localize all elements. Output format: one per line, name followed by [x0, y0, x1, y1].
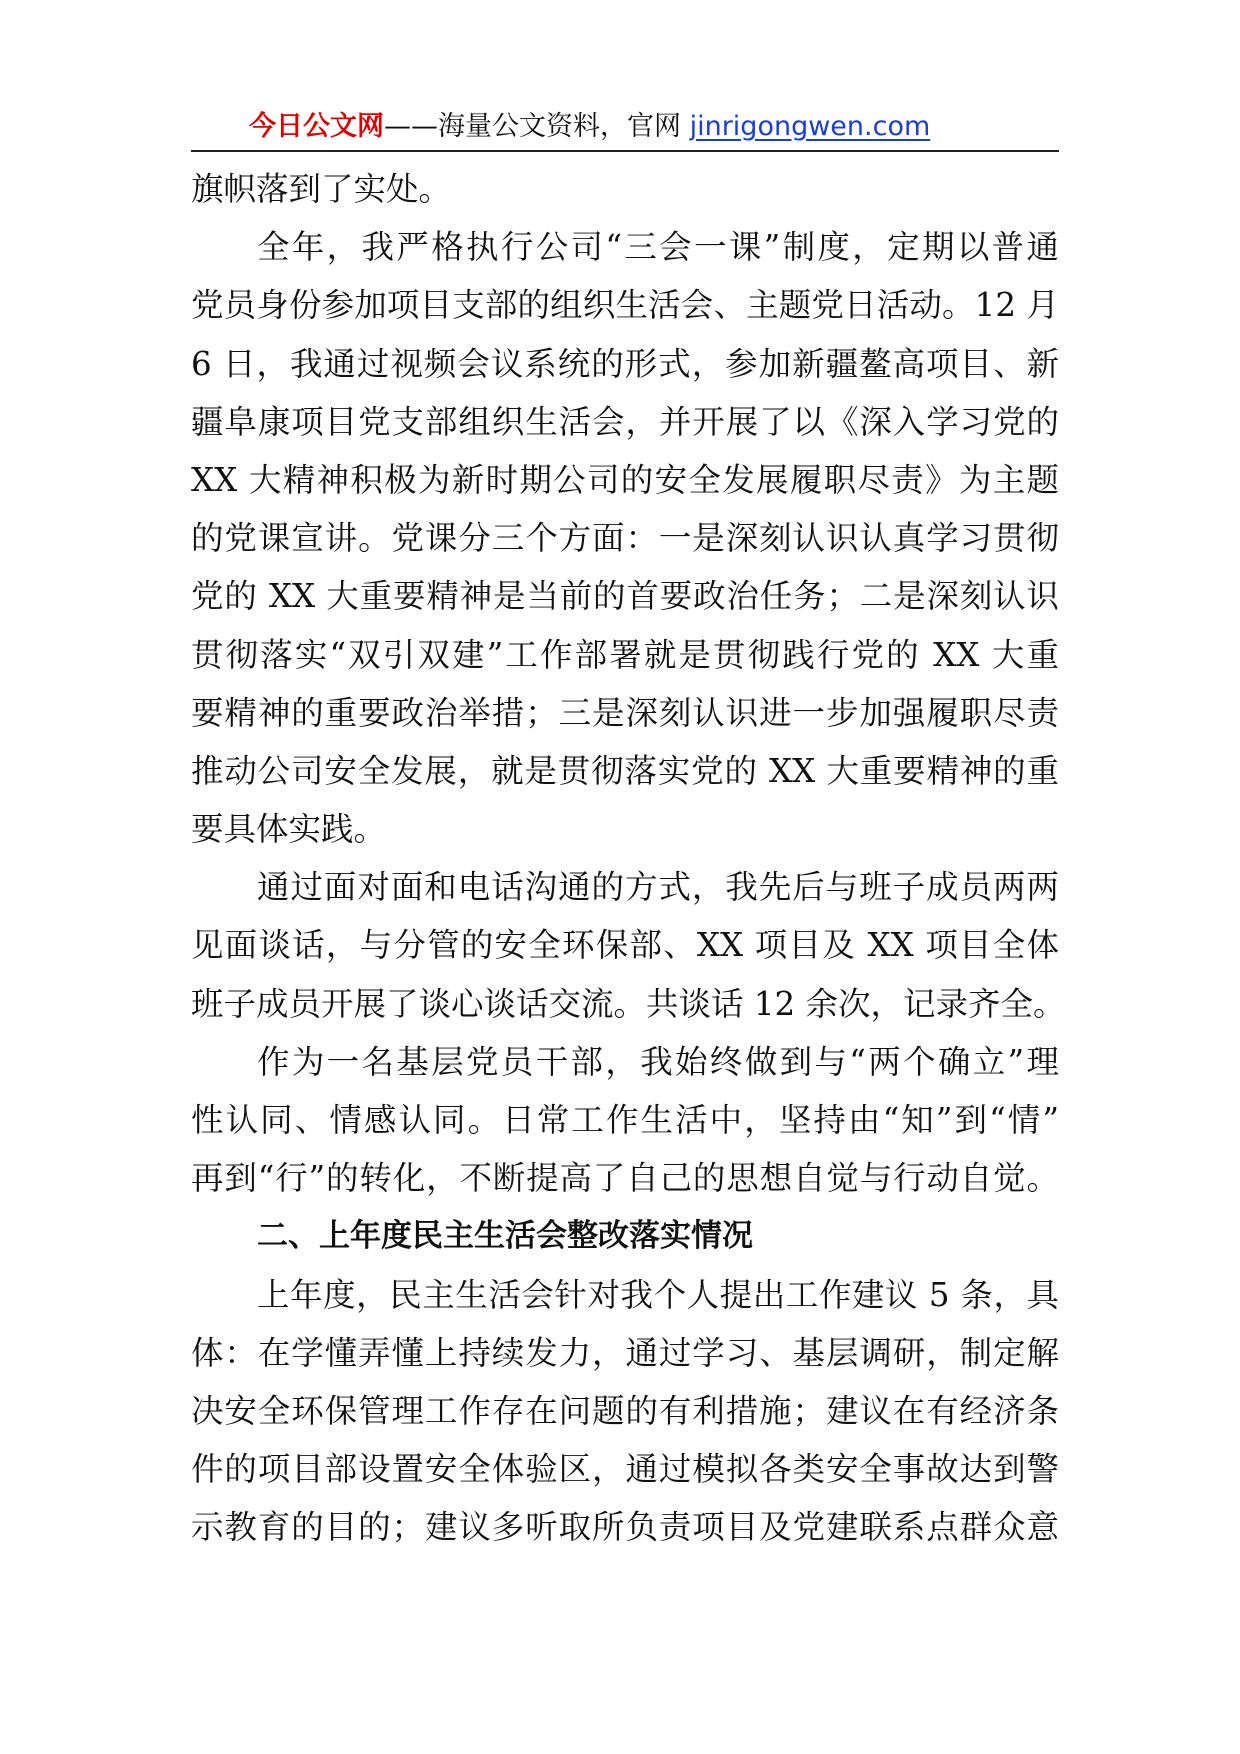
text-line: 6 日，我通过视频会议系统的形式，参加新疆鳌高项目、新 [191, 344, 1059, 383]
text-line: 贯彻落实“双引双建”工作部署就是贯彻践行党的 XX 大重 [191, 635, 1059, 674]
document-body [191, 160, 1066, 1557]
text-line: 要精神的重要政治举措；三是深刻认识进一步加强履职尽责 [191, 693, 1059, 732]
text-line: 的党课宣讲。党课分三个方面：一是深刻认识认真学习贯彻 [191, 519, 1059, 558]
text-line: 要具体实践。 [191, 810, 387, 849]
website-link[interactable]: jinrigongwen.com [689, 111, 931, 142]
text-line: XX 大精神积极为新时期公司的安全发展履职尽责》为主题 [191, 460, 1059, 499]
section-heading: 二、上年度民主生活会整改落实情况 [257, 1218, 753, 1255]
header-tagline: ——海量公文资料，官网 [384, 111, 690, 142]
text-line: 体：在学懂弄懂上持续发力，通过学习、基层调研，制定解 [191, 1333, 1059, 1372]
text-line: 示教育的目的；建议多听取所负责项目及党建联系点群众意 [191, 1508, 1059, 1547]
text-line: 再到“行”的转化，不断提高了自己的思想自觉与行动自觉。 [191, 1159, 1059, 1198]
text-line: 全年，我严格执行公司“三会一课”制度，定期以普通 [257, 228, 1059, 267]
text-line: 班子成员开展了谈心谈话交流。共谈话 12 余次，记录齐全。 [191, 984, 1066, 1023]
text-line: 件的项目部设置安全体验区，通过模拟各类安全事故达到警 [191, 1450, 1059, 1489]
brand-name: 今日公文网 [249, 111, 384, 142]
text-line: 旗帜落到了实处。 [191, 170, 452, 208]
header-line [249, 110, 930, 144]
text-line: 上年度，民主生活会针对我个人提出工作建议 5 条，具 [257, 1275, 1059, 1314]
text-line: 通过面对面和电话沟通的方式，我先后与班子成员两两 [257, 868, 1059, 907]
text-line: 疆阜康项目党支部组织生活会，并开展了以《深入学习党的 [191, 402, 1059, 441]
text-line: 性认同、情感认同。日常工作生活中，坚持由“知”到“情” [191, 1101, 1059, 1139]
text-line: 见面谈话，与分管的安全环保部、XX 项目及 XX 项目全体 [191, 926, 1059, 965]
text-line: 推动公司安全发展，就是贯彻落实党的 XX 大重要精神的重 [191, 751, 1059, 790]
page-header [191, 108, 1059, 152]
text-line: 决安全环保管理工作存在问题的有利措施；建议在有经济条 [191, 1391, 1059, 1430]
text-line: 党的 XX 大重要精神是当前的首要政治任务；二是深刻认识 [191, 577, 1059, 616]
text-line: 作为一名基层党员干部，我始终做到与“两个确立”理 [257, 1042, 1059, 1081]
text-line: 党员身份参加项目支部的组织生活会、主题党日活动。12 月 [191, 286, 1059, 325]
